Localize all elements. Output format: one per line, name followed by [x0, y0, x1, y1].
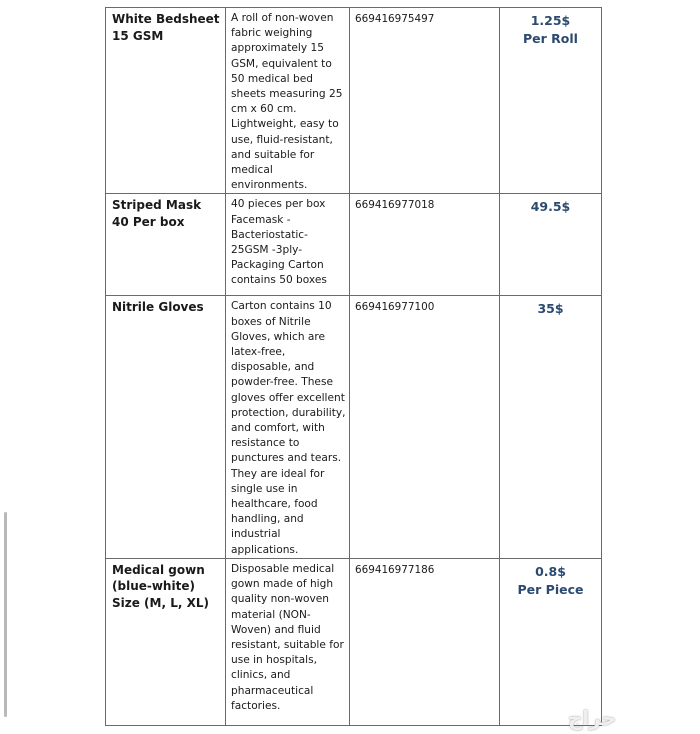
product-name: Medical gown (blue-white) Size (M, L, XL) — [112, 562, 209, 610]
product-name: Striped Mask 40 Per box — [112, 198, 202, 229]
product-name-cell — [106, 8, 226, 194]
product-description: 40 pieces per box Facemask - Bacteriostatic- 25GSM -3ply-Packaging Carton contains 50 boxes — [231, 198, 327, 287]
table-row — [106, 194, 602, 296]
product-code-cell — [350, 558, 500, 725]
table-row — [106, 296, 602, 558]
product-price-cell — [500, 194, 602, 296]
product-name: White Bedsheet 15 GSM — [112, 12, 220, 43]
product-code: 669416977018 — [355, 199, 435, 212]
product-description: Disposable medical gown made of high quality non-woven material (NON-Woven) and fluid resistant, suitable for use in hospitals, clinics, and pharmaceutical factories. — [231, 562, 344, 712]
table-row — [106, 8, 602, 194]
price-value: 35$ — [537, 301, 564, 317]
product-table — [105, 7, 602, 726]
product-code-cell — [350, 296, 500, 558]
product-code: 669416977100 — [355, 301, 435, 314]
product-price-cell — [500, 296, 602, 558]
product-price-cell — [500, 558, 602, 725]
product-code: 669416975497 — [355, 13, 435, 25]
price-unit: Per Piece — [517, 581, 584, 597]
product-name: Nitrile Gloves — [112, 300, 204, 315]
product-name-cell — [106, 194, 226, 296]
product-description-cell — [226, 296, 350, 558]
product-description-cell — [226, 8, 350, 194]
product-price — [500, 296, 601, 318]
product-price-cell — [500, 8, 602, 194]
product-name-cell — [106, 558, 226, 725]
product-code-cell — [350, 194, 500, 296]
price-value: 1.25$ — [530, 13, 571, 28]
price-value: 49.5$ — [530, 199, 571, 215]
product-price — [500, 8, 601, 48]
product-description-cell — [226, 558, 350, 725]
product-description: A roll of non-woven fabric weighing approximately 15 GSM, equivalent to 50 medical bed sheets measuring 25 cm x 60 cm. Lightweight, easy to use, fluid-resistant, and suitable for medical environments. — [231, 12, 343, 192]
product-price — [500, 559, 601, 599]
table-row — [106, 558, 602, 725]
product-description: Carton contains 10 boxes of Nitrile Gloves, which are latex-free, disposable, and powder-free. These gloves offer excellent protection, durability, and comfort, with resistance to punctures and tears. They are ideal for single use in healthcare, food handling, and industrial applications. — [231, 300, 346, 556]
haraj-watermark: حراج — [568, 706, 617, 730]
product-code-cell — [350, 8, 500, 194]
product-price — [500, 194, 601, 216]
product-description-cell — [226, 194, 350, 296]
price-unit: Per Roll — [523, 31, 578, 46]
product-code: 669416977186 — [355, 563, 435, 576]
scroll-indicator[interactable] — [4, 512, 7, 717]
price-value: 0.8$ — [535, 563, 566, 579]
product-name-cell — [106, 296, 226, 558]
